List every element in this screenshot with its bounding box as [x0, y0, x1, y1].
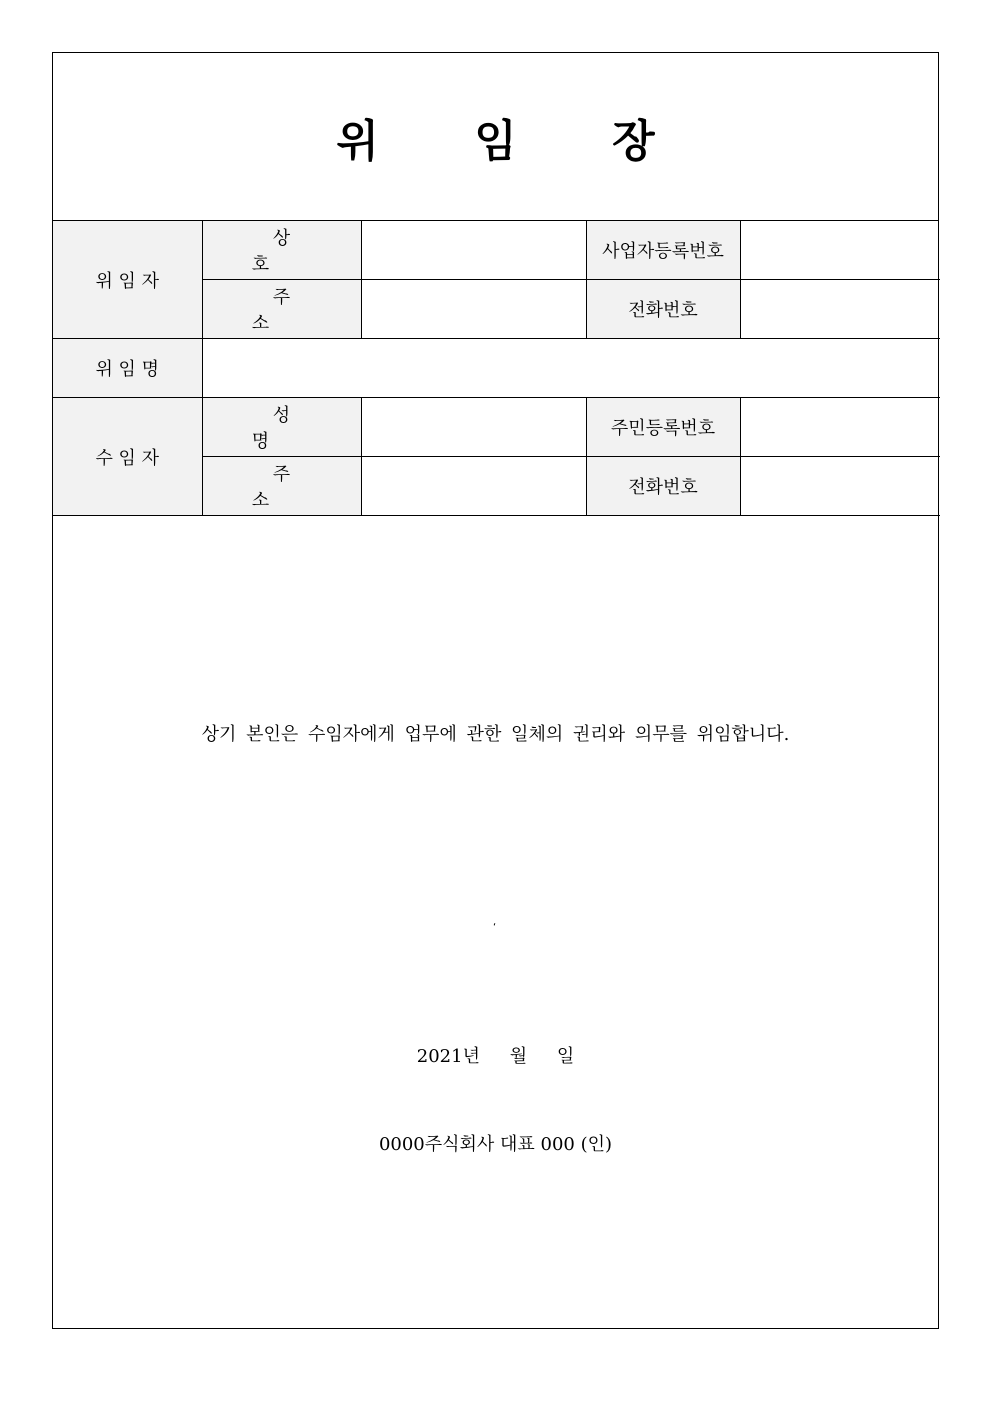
- delegation-name-field[interactable]: [202, 339, 940, 398]
- signer-line: 0000주식회사 대표 000 (인): [378, 1134, 613, 1155]
- table-row: [53, 221, 940, 280]
- company-name-field[interactable]: [361, 221, 586, 280]
- resident-number-field[interactable]: [740, 398, 940, 457]
- date-day: 일: [556, 1046, 575, 1067]
- business-number-label: 사업자등록번호: [586, 221, 740, 280]
- body-area: [53, 516, 938, 1330]
- table-row: [53, 339, 940, 398]
- delegation-document: [52, 52, 939, 1329]
- delegation-statement: 상기 본인은 수임자에게 업무에 관한 일체의 권리와 의무를 위임합니다.: [201, 724, 790, 745]
- delegator-label: 위 임 자: [53, 221, 202, 339]
- delegatee-phone-label: 전화번호: [586, 457, 740, 516]
- delegatee-address-label: 주 소: [202, 457, 361, 516]
- delegator-phone-label: 전화번호: [586, 280, 740, 339]
- document-title: 위 임 장: [336, 115, 695, 167]
- date-year: 2021년: [416, 1046, 480, 1067]
- stray-mark: ‘: [493, 922, 497, 933]
- title-area: [53, 53, 938, 221]
- date-month: 월: [509, 1046, 528, 1067]
- delegatee-address-field[interactable]: [361, 457, 586, 516]
- business-number-field[interactable]: [740, 221, 940, 280]
- delegatee-name-field[interactable]: [361, 398, 586, 457]
- table-row: [53, 398, 940, 457]
- delegatee-label: 수 임 자: [53, 398, 202, 516]
- delegatee-phone-field[interactable]: [740, 457, 940, 516]
- resident-number-label: 주민등록번호: [586, 398, 740, 457]
- info-table: [53, 221, 940, 516]
- date-line: [53, 1042, 938, 1068]
- company-name-label: 상 호: [202, 221, 361, 280]
- delegatee-name-label: 성 명: [202, 398, 361, 457]
- delegator-address-label: 주 소: [202, 280, 361, 339]
- delegator-phone-field[interactable]: [740, 280, 940, 339]
- delegation-name-label: 위 임 명: [53, 339, 202, 398]
- delegator-address-field[interactable]: [361, 280, 586, 339]
